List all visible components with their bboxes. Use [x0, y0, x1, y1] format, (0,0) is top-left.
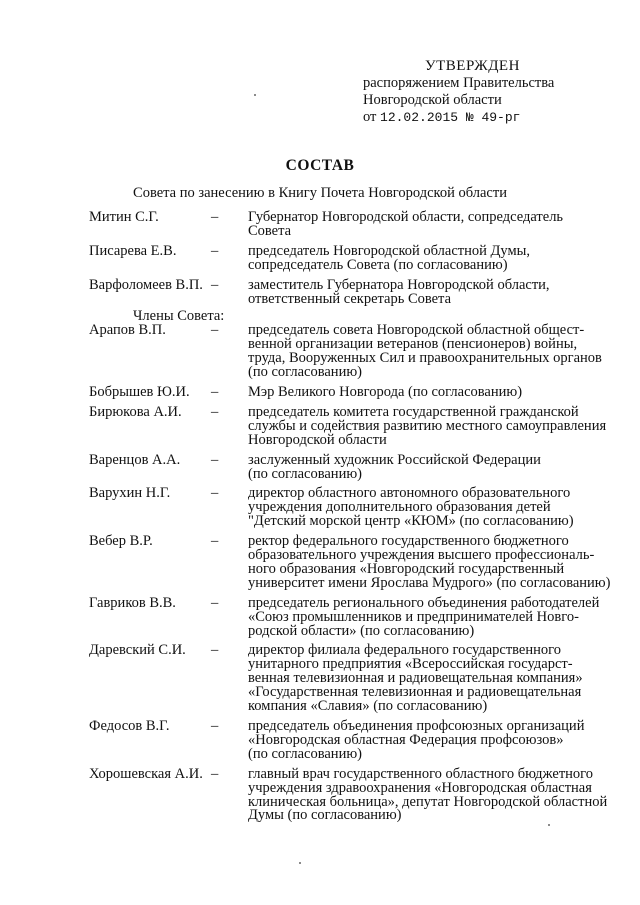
member-row	[89, 594, 609, 639]
member-name: Даревский С.И.	[89, 642, 186, 659]
dash-separator: –	[211, 383, 219, 400]
position-line: Думы (по согласованию)	[248, 807, 402, 824]
dash-separator: –	[211, 594, 219, 611]
member-position	[248, 765, 609, 824]
scan-speck	[548, 824, 550, 826]
position-line: венная телевизионная и радиовещательная компания»	[248, 670, 583, 687]
member-position	[248, 211, 609, 239]
member-name: Хорошевская А.И.	[89, 765, 203, 782]
member-row	[89, 383, 609, 400]
member-position	[248, 594, 609, 639]
document-title: СОСТАВ	[285, 157, 355, 174]
member-row	[89, 720, 609, 762]
member-row	[89, 242, 609, 273]
member-row	[89, 403, 609, 448]
approval-line: распоряжением Правительства	[363, 75, 555, 91]
position-line: образовательного учреждения высшего профессиональ-	[248, 547, 595, 564]
member-row	[89, 487, 609, 529]
position-line: труда, Вооруженных Сил и правоохранительных органов	[248, 350, 602, 367]
position-line: ного образования «Новгородский государственный	[248, 560, 565, 577]
council-composition-list	[89, 211, 609, 823]
member-position	[248, 487, 609, 529]
position-line: «Новгородская областная Федерация профсоюзов»	[248, 731, 564, 748]
position-line: сопредседатель Совета (по согласованию)	[248, 256, 508, 273]
position-line: университет имени Ярослава Мудрого» (по согласованию)	[248, 574, 611, 591]
position-line: учреждения здравоохранения «Новгородская областная	[248, 779, 592, 796]
approval-number: 12.02.2015 № 49-рг	[380, 110, 521, 125]
dash-separator: –	[211, 242, 219, 259]
dash-separator: –	[211, 765, 219, 782]
position-line: Новгородской области	[248, 431, 387, 448]
dash-separator: –	[211, 485, 219, 502]
member-name: Бирюкова А.И.	[89, 403, 182, 420]
position-line: заслуженный художник Российской Федерации	[248, 451, 541, 468]
position-line: председатель комитета государственной гражданской	[248, 403, 579, 420]
approval-date-line	[363, 109, 554, 126]
document-subtitle: Совета по занесению в Книгу Почета Новгородской области	[133, 185, 507, 201]
member-row	[89, 535, 609, 591]
member-position	[248, 644, 609, 714]
position-line: (по согласованию)	[248, 364, 362, 381]
member-row	[89, 765, 609, 824]
position-line: Совета	[248, 222, 292, 239]
member-name: Арапов В.П.	[89, 322, 166, 339]
position-line: главный врач государственного областного бюджетного	[248, 765, 594, 782]
position-line: (по согласованию)	[248, 745, 362, 762]
member-row	[89, 324, 609, 380]
member-row	[89, 644, 609, 714]
member-position	[248, 535, 609, 591]
member-position	[248, 720, 609, 762]
member-position	[248, 403, 609, 448]
scan-speck	[299, 862, 301, 864]
approval-date-prefix: от	[363, 109, 377, 125]
position-line: председатель Новгородской областной Думы,	[248, 242, 531, 259]
member-name: Писарева Е.В.	[89, 242, 177, 259]
member-name: Митин С.Г.	[89, 209, 159, 225]
position-line: председатель совета Новгородской областной общест-	[248, 322, 585, 339]
position-line: компания «Славия» (по согласованию)	[248, 698, 488, 715]
member-position	[248, 324, 609, 380]
member-position	[248, 451, 609, 482]
member-name: Варфоломеев В.П.	[89, 276, 203, 293]
dash-separator: –	[211, 451, 219, 468]
position-line: «Государственная телевизионная и радиовещательная	[248, 684, 582, 701]
member-name: Варухин Н.Г.	[89, 485, 171, 502]
member-position	[248, 242, 609, 273]
scan-speck	[254, 94, 256, 96]
position-line: директор областного автономного образовательного	[248, 485, 571, 502]
document-heading	[0, 157, 640, 202]
position-line: службы и содействия развитию местного самоуправления	[248, 417, 607, 434]
position-line: Мэр Великого Новгорода (по согласованию)	[248, 383, 523, 400]
position-line: ректор федерального государственного бюджетного	[248, 533, 569, 550]
dash-separator: –	[211, 403, 219, 420]
member-row	[89, 451, 609, 482]
position-line: учреждения дополнительного образования детей	[248, 499, 551, 516]
member-position	[248, 276, 609, 307]
dash-separator: –	[211, 642, 219, 659]
members-label: Члены Совета:	[133, 308, 225, 325]
position-line: клиническая больница», депутат Новгородской областной	[248, 793, 608, 810]
dash-separator: –	[211, 209, 219, 225]
member-row	[89, 276, 609, 307]
position-line: председатель регионального объединения работодателей	[248, 594, 600, 611]
position-line: ответственный секретарь Совета	[248, 290, 452, 307]
member-name: Вебер В.Р.	[89, 533, 153, 550]
position-line: заместитель Губернатора Новгородской области,	[248, 276, 550, 293]
member-name: Федосов В.Г.	[89, 718, 170, 734]
position-line: унитарного предприятия «Всероссийская государст-	[248, 656, 573, 673]
member-position	[248, 383, 609, 400]
position-line: "Детский морской центр «КЮМ» (по согласованию)	[248, 513, 574, 530]
dash-separator: –	[211, 322, 219, 339]
position-line: директор филиала федерального государственного	[248, 642, 561, 659]
member-name: Бобрышев Ю.И.	[89, 383, 190, 400]
position-line: родской области» (по согласованию)	[248, 622, 475, 639]
dash-separator: –	[211, 276, 219, 293]
member-name: Гавриков В.В.	[89, 594, 176, 611]
position-line: «Союз промышленников и предпринимателей Новго-	[248, 608, 579, 625]
approval-stamp	[363, 58, 554, 126]
approval-line: Новгородской области	[363, 92, 502, 108]
dash-separator: –	[211, 533, 219, 550]
position-line: венной организации ветеранов (пенсионеров) войны,	[248, 336, 578, 353]
position-line: Губернатор Новгородской области, сопредседатель	[248, 209, 564, 225]
position-line: председатель объединения профсоюзных организаций	[248, 718, 585, 734]
approval-title: УТВЕРЖДЕН	[425, 58, 520, 74]
member-name: Варенцов А.А.	[89, 451, 181, 468]
dash-separator: –	[211, 718, 219, 734]
member-row	[89, 211, 609, 239]
position-line: (по согласованию)	[248, 465, 362, 482]
